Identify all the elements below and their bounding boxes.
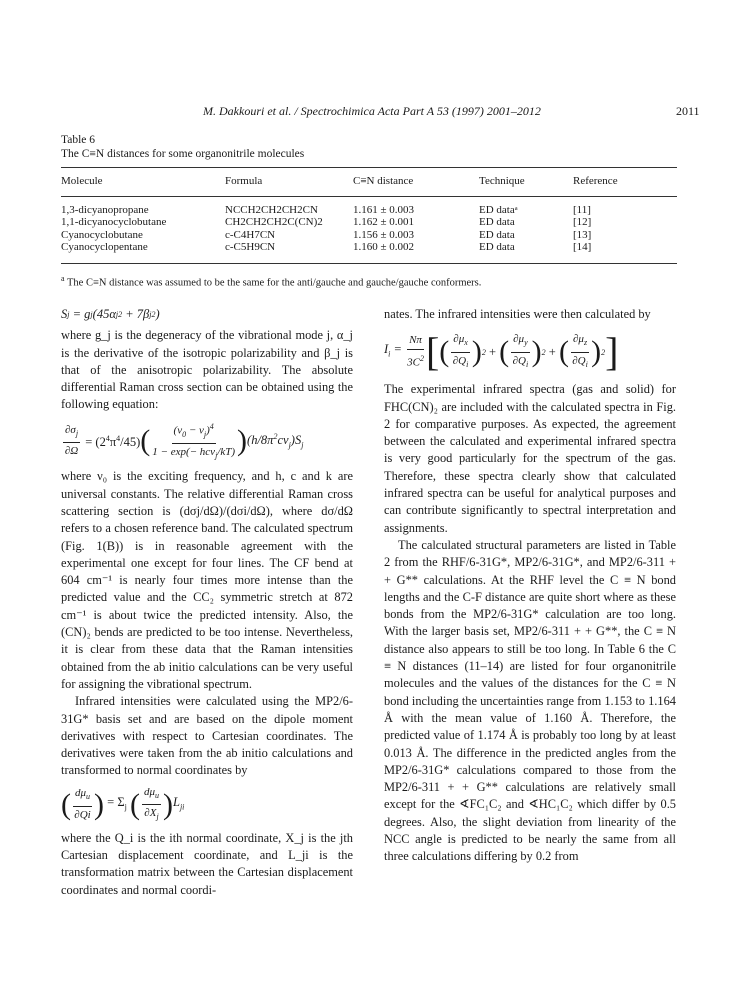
table-cell: 1.162 ± 0.001 (353, 216, 415, 229)
equation-dipole-transform: ( $\frac{d\mu_u}{\partial Qi}$ ) = $\Sigma_j$ ( $\frac{d\mu_u}{\partial X_j}$ ) $L_{ji}$ (61, 785, 185, 822)
table-title: The C≡N distances for some organonitrile molecules (61, 148, 305, 160)
paragraph: The calculated structural parameters are listed in Table 2 from the RHF/6-31G*, MP2/6-31G*, and MP2/6-311 + + G** calculations. At the RHF level the C ≡ N bond lengths and the C-F distance are quite short where as these bonds from the MP2/6-31G* calculation are too long. With the larger basis set, MP2/6-311 + + G**, the C ≡ N distance also appears to still be too long. In Table 6 the C ≡ N distances (11–14) are listed for four organonitrile molecules and the values of the distances for the C ≡ N bond including the uncertainties range from 1.153 to 1.164 Å with the mean value of 1.160 Å. Therefore, the predicted value of 1.174 Å is probably too long by at least 0.013 Å. The difference in the predicted angles from the MP2/6-31G* calculations compared to those from the MP2/6-311 + + G** calculations are relatively small except for the ∢FC₁C₂ and ∢HC₁C₂ which differ by 0.5 degrees. Also, the slight deviation from linearity of the NCC angle is predicted to be nearly the same from all three calculations differing by 0.2 from (384, 537, 676, 864)
paragraph: Infrared intensities were calculated using the MP2/6-31G* basis set and are based on the dipole moment derivatives with respect to Cartesian coordinates. The derivatives were taken from the ab initio calculations and transformed to normal coordinates by (61, 694, 353, 778)
column-header: C≡N distance (353, 175, 414, 188)
table-label: Table 6 (61, 134, 96, 146)
cn-distance-table (61, 175, 677, 254)
table-row (61, 204, 677, 217)
table-bottom-rule (61, 263, 677, 264)
table-cell: c-C5H9CN (225, 241, 276, 254)
paragraph: where g_j is the degeneracy of the vibrational mode j, α_j is the derivative of the isotropic polarizability and β_j is that of the anisotropic polarizability. The absolute differential Raman cross section can be obtained using the following equation: (61, 328, 353, 412)
table-row (61, 216, 677, 229)
table-cell: ED data (479, 216, 515, 229)
paragraph: nates. The infrared intensities were then calculated by (384, 307, 651, 321)
table-cell: CH2CH2CH2C(CN)2 (225, 216, 323, 229)
table-header-row (61, 175, 677, 188)
equation-raman-cross-section: $\frac{\partial\sigma_j}{\partial\Omega}$ = $(2^4\pi^4/45)$ ( $\frac{(\nu_0 - \nu_j)^4}{1 - \exp(- hc\nu_j/kT)}$ ) $(h/8\pi^2c\nu_j)S_j$ (61, 418, 353, 465)
table-cell: [11] (573, 203, 591, 216)
paragraph: where the Q_i is the ith normal coordinate, X_j is the jth Cartesian displacement coordinate, and L_ji is the transformation matrix between the Cartesian displacement coordinates and normal coordi- (61, 830, 353, 897)
table-cell: 1,3-dicyanopropane (61, 203, 149, 216)
column-header: Reference (573, 175, 618, 188)
table-cell: NCCH2CH2CH2CN (225, 203, 318, 216)
journal-citation: M. Dakkouri et al. / Spectrochimica Acta Part A 53 (1997) 2001–2012 (203, 104, 541, 118)
paragraph: The experimental infrared spectra (gas and solid) for FHC(CN)₂ are included with the calculated spectra in Fig. 2 for comparative purposes. As expected, the agreement between the calculated and experimental infrared spectra is very good particularly for the spectrum of the gas. Therefore, these spectra clearly show that calculated infrared spectra can be useful for analytical purposes and can contribute significantly to spectral interpretation and assignments. (384, 382, 676, 535)
column-header: Molecule (61, 175, 103, 188)
paragraph: where ν₀ is the exciting frequency, and h, c and k are universal constants. The relative differential Raman cross scattering section is (dσj/dΩ)/(dσi/dΩ), where dσ/dΩ refers to a chosen reference band. The calculated spectrum (Fig. 1(B)) is in reasonable agreement with the experimental one except for four lines. The CF bend at 604 cm⁻¹ is nearly four times more intense than the predicted value and the CC₂ symmetric stretch at 872 cm⁻¹ is about twice the predicted intensity. Also, the (CN)₂ bends are predicted to be too intense. Nevertheless, it is clear from these data that the Raman intensities obtained from the ab initio calculations can be very useful for assigning the vibrational spectrum. (61, 469, 353, 691)
table-cell: [14] (573, 241, 592, 254)
equation-scattering-activity: S j = g j (45α j 2 + 7β j 2 ) (61, 307, 160, 321)
table-row (61, 229, 677, 242)
equation-ir-intensity: $I_i$ = $\frac{N\pi}{3C^2}$ [ ( $\frac{\partial\mu_x}{\partial Q_i}$ ) 2 + ( $\frac{\partial\mu_y}{\partial Q_i}$ ) 2 + ( $\frac{\partial\mu_z}{\partial Q_i}$ ) 2 ] (384, 329, 619, 375)
table-caption (61, 133, 304, 161)
table-cell: 1.156 ± 0.003 (353, 228, 415, 241)
table-cell: ED data (479, 241, 515, 254)
table-cell: Cyanocyclobutane (61, 228, 143, 241)
left-column (61, 306, 353, 899)
table-cell: ED dataᵃ (479, 203, 518, 216)
table-row (61, 241, 677, 254)
table-cell: Cyanocyclopentane (61, 241, 148, 254)
table-cell: [12] (573, 216, 592, 229)
right-column (384, 306, 676, 866)
table-cell: [13] (573, 228, 592, 241)
column-header: Formula (225, 175, 263, 188)
table-cell: c-C4H7CN (225, 228, 276, 241)
table-cell: 1,1-dicyanocyclobutane (61, 216, 167, 229)
footnote-text: The C≡N distance was assumed to be the same for the anti/gauche and gauche/gauche conformers. (64, 277, 482, 289)
table-top-rule (61, 167, 677, 168)
table-footnote (61, 274, 481, 289)
table-cell: ED data (479, 228, 515, 241)
table-cell: 1.161 ± 0.003 (353, 203, 415, 216)
table-cell: 1.160 ± 0.002 (353, 241, 415, 254)
footnote-mark: a (61, 274, 65, 283)
page-number: 2011 (676, 104, 700, 118)
column-header: Technique (479, 175, 525, 188)
